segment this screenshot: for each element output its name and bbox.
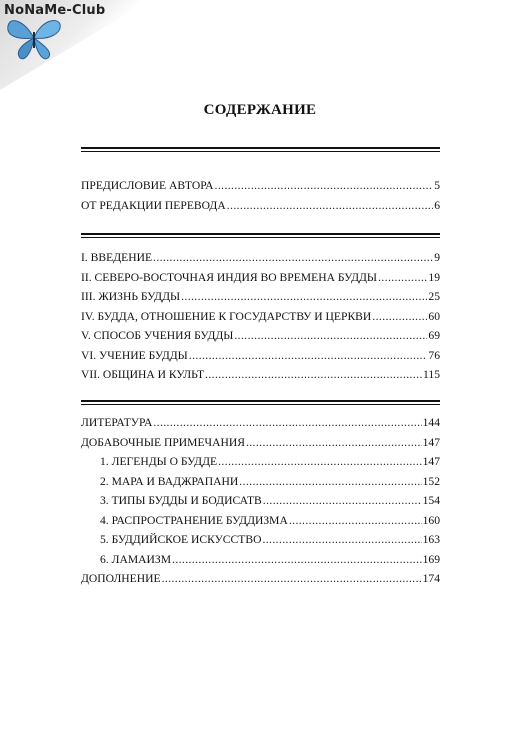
toc-leader-dots <box>153 248 433 268</box>
toc-entry-label: 1. ЛЕГЕНДЫ О БУДДЕ <box>100 455 218 468</box>
toc-leader-dots <box>153 413 421 433</box>
toc-entry-label: ДОБАВОЧНЫЕ ПРИМЕЧАНИЯ <box>81 435 245 449</box>
toc-entry-label: 2. МАРА И ВАДЖРАПАНИ <box>100 474 239 488</box>
toc-leader-dots <box>246 433 422 453</box>
toc-section-chapters <box>81 248 440 385</box>
toc-entry-page: 147 <box>422 455 440 468</box>
toc-entry-label: 4. РАСПРОСТРАНЕНИЕ БУДДИЗМА <box>100 513 288 527</box>
toc-entry[interactable] <box>81 287 440 307</box>
toc-entry-page: 5 <box>434 179 440 192</box>
toc-entry-label: ЛИТЕРАТУРА <box>81 416 153 429</box>
toc-section-appendix <box>81 413 440 589</box>
toc-entry[interactable] <box>81 268 440 288</box>
toc-leader-dots <box>372 307 427 327</box>
toc-leader-dots <box>289 511 422 531</box>
toc-leader-dots <box>239 472 421 492</box>
divider-1 <box>81 233 440 238</box>
toc-leader-dots <box>227 196 433 216</box>
toc-entry-label: 3. ТИПЫ БУДДЫ И БОДИСАТВ <box>100 494 262 507</box>
toc-entry-label: VII. ОБЩИНА И КУЛЬТ <box>81 368 205 381</box>
toc-entry-label: II. СЕВЕРО-ВОСТОЧНАЯ ИНДИЯ ВО ВРЕМЕНА БУДДЫ <box>81 270 378 284</box>
toc-leader-dots <box>215 176 434 196</box>
toc-entry-page: 163 <box>422 533 440 546</box>
toc-entry[interactable] <box>81 365 440 385</box>
toc-entry-page: 152 <box>422 474 440 488</box>
toc-entry[interactable] <box>81 346 440 366</box>
toc-entry[interactable] <box>81 433 440 453</box>
page-title: СОДЕРЖАНИЕ <box>203 102 317 118</box>
toc-entry[interactable] <box>81 569 440 589</box>
toc-entry[interactable] <box>81 248 440 268</box>
toc-leader-dots <box>205 365 422 385</box>
toc-entry[interactable] <box>81 530 440 550</box>
toc-leader-dots <box>234 326 427 346</box>
divider-2 <box>81 400 440 405</box>
toc-leader-dots <box>181 287 427 307</box>
toc-entry-label: IV. БУДДА, ОТНОШЕНИЕ К ГОСУДАРСТВУ И ЦЕРКВИ <box>81 309 372 323</box>
toc-leader-dots <box>189 346 428 366</box>
toc-entry-label: 6. ЛАМАИЗМ <box>100 552 172 566</box>
divider-top <box>81 147 440 152</box>
toc-entry-label: ОТ РЕДАКЦИИ ПЕРЕВОДА <box>81 198 226 212</box>
toc-entry-page: 9 <box>434 251 440 264</box>
toc-entry-page: 154 <box>422 494 440 507</box>
toc-section-front <box>81 176 440 215</box>
toc-entry-page: 6 <box>434 198 440 212</box>
toc-entry-label: ДОПОЛНЕНИЕ <box>81 572 161 585</box>
toc-entry-label: 5. БУДДИЙСКОЕ ИСКУССТВО <box>100 533 262 546</box>
toc-entry-label: VI. УЧЕНИЕ БУДДЫ <box>81 348 188 362</box>
toc-entry-page: 76 <box>428 348 440 362</box>
toc-entry-label: III. ЖИЗНЬ БУДДЫ <box>81 290 181 303</box>
toc-entry-label: V. СПОСОБ УЧЕНИЯ БУДДЫ <box>81 329 234 342</box>
toc-entry-page: 144 <box>422 416 440 429</box>
toc-entry-label: ПРЕДИСЛОВИЕ АВТОРА <box>81 179 214 192</box>
toc-entry-page: 160 <box>422 513 440 527</box>
toc-entry[interactable] <box>81 196 440 216</box>
toc-entry-page: 169 <box>422 552 440 566</box>
toc-leader-dots <box>172 550 422 570</box>
toc-entry[interactable] <box>81 326 440 346</box>
toc-leader-dots <box>218 452 422 472</box>
toc-entry-label: I. ВВЕДЕНИЕ <box>81 251 153 264</box>
toc-leader-dots <box>378 268 427 288</box>
toc-entry[interactable] <box>81 550 440 570</box>
toc-entry[interactable] <box>81 491 440 511</box>
toc-entry-page: 25 <box>428 290 440 303</box>
toc-entry-page: 60 <box>428 309 440 323</box>
butterfly-icon <box>4 14 64 62</box>
toc-leader-dots <box>263 491 422 511</box>
toc-entry[interactable] <box>81 307 440 327</box>
toc-entry[interactable] <box>81 452 440 472</box>
toc-entry-page: 174 <box>422 572 440 585</box>
toc-entry[interactable] <box>81 176 440 196</box>
toc-entry[interactable] <box>81 413 440 433</box>
toc-entry-page: 19 <box>428 270 440 284</box>
watermark-text: NoNaMe-Club <box>4 3 106 18</box>
toc-entry-page: 147 <box>422 435 440 449</box>
toc-entry-page: 69 <box>428 329 440 342</box>
toc-entry[interactable] <box>81 511 440 531</box>
toc-entry-page: 115 <box>423 368 440 381</box>
toc-entry[interactable] <box>81 472 440 492</box>
toc-leader-dots <box>162 569 422 589</box>
toc-leader-dots <box>262 530 421 550</box>
